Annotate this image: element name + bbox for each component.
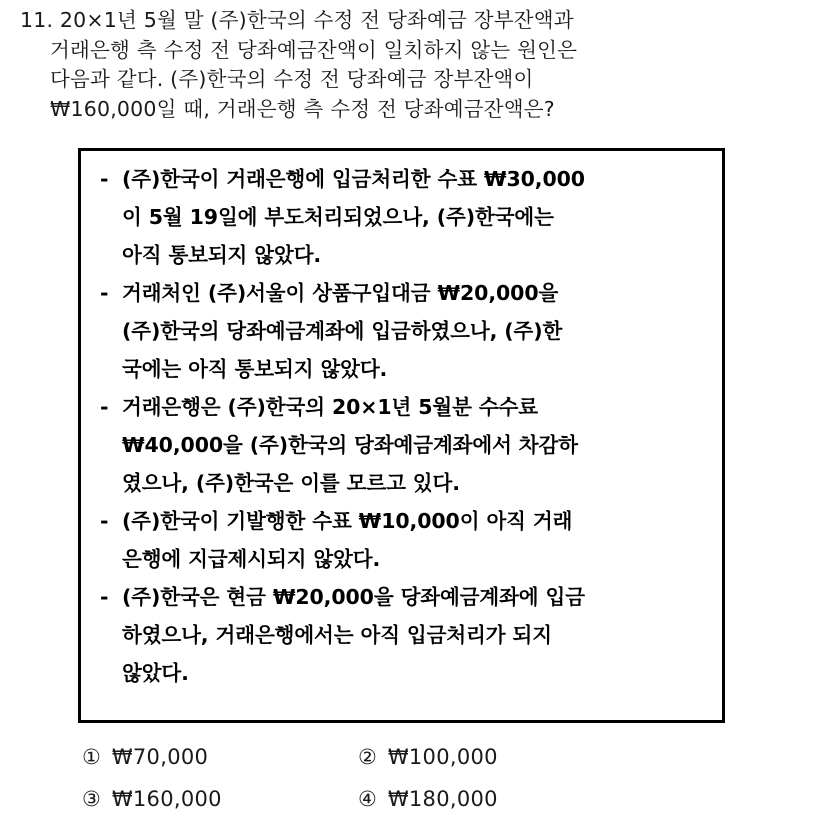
fact-line: 은행에 지급제시되지 않았다. — [122, 547, 381, 571]
question-number: 11. — [20, 8, 54, 32]
fact-line: 였으나, (주)한국은 이를 모르고 있다. — [122, 471, 460, 495]
fact-text: 거래처인 (주)서울이 상품구입대금 ₩20,000을 — [122, 281, 559, 305]
fact-text: (주)한국이 기발행한 수표 ₩10,000이 아직 거래 — [122, 509, 573, 533]
choice-marker-2: ② — [358, 745, 377, 769]
fact-line — [100, 388, 714, 426]
question-stem — [20, 6, 810, 124]
fact-line: 이 5월 19일에 부도처리되었으나, (주)한국에는 — [122, 205, 554, 229]
bullet-dash-icon: - — [100, 395, 109, 419]
fact-line — [100, 160, 714, 198]
choice-marker-1: ① — [82, 745, 101, 769]
fact-line — [100, 578, 714, 616]
list-item — [100, 388, 714, 502]
choice-text-3: ₩160,000 — [111, 787, 222, 811]
answer-choices — [82, 742, 782, 826]
fact-list — [100, 160, 714, 692]
bullet-dash-icon: - — [100, 509, 109, 533]
question-stem-line-4: ₩160,000일 때, 거래은행 측 수정 전 당좌예금잔액은? — [50, 96, 555, 121]
question-stem-text-1: 20×1년 5월 말 (주)한국의 수정 전 당좌예금 장부잔액과 — [59, 8, 574, 32]
fact-line — [100, 502, 714, 540]
choice-text-2: ₩100,000 — [387, 745, 498, 769]
fact-line: 아직 통보되지 않았다. — [122, 243, 322, 267]
fact-line — [100, 274, 714, 312]
question-stem-line-2: 거래은행 측 수정 전 당좌예금잔액이 일치하지 않는 원인은 — [50, 37, 578, 62]
choice-text-4: ₩180,000 — [387, 787, 498, 811]
answer-choice-1[interactable] — [82, 742, 208, 772]
fact-text: (주)한국은 현금 ₩20,000을 당좌예금계좌에 입금 — [122, 585, 585, 609]
bullet-dash-icon: - — [100, 585, 109, 609]
list-item — [100, 502, 714, 578]
choice-row — [82, 742, 782, 784]
bullet-dash-icon: - — [100, 167, 109, 191]
choice-marker-3: ③ — [82, 787, 101, 811]
fact-line: 국에는 아직 통보되지 않았다. — [122, 357, 388, 381]
fact-text: 거래은행은 (주)한국의 20×1년 5월분 수수료 — [122, 395, 538, 419]
answer-choice-2[interactable] — [358, 742, 498, 772]
answer-choice-3[interactable] — [82, 784, 222, 814]
question-stem-line-3: 다음과 같다. (주)한국의 수정 전 당좌예금 장부잔액이 — [50, 67, 534, 91]
fact-line: (주)한국의 당좌예금계좌에 입금하였으나, (주)한 — [122, 319, 563, 343]
choice-text-1: ₩70,000 — [111, 745, 209, 769]
list-item — [100, 160, 714, 274]
fact-box — [78, 148, 725, 723]
bullet-dash-icon: - — [100, 281, 109, 305]
answer-choice-4[interactable] — [358, 784, 498, 814]
list-item — [100, 578, 714, 692]
list-item — [100, 274, 714, 388]
choice-marker-4: ④ — [358, 787, 377, 811]
question-stem-line-1 — [20, 6, 810, 36]
fact-line: 않았다. — [122, 661, 189, 685]
fact-line: ₩40,000을 (주)한국의 당좌예금계좌에서 차감하 — [122, 433, 578, 457]
fact-text: (주)한국이 거래은행에 입금처리한 수표 ₩30,000 — [122, 167, 585, 191]
fact-line: 하였으나, 거래은행에서는 아직 입금처리가 되지 — [122, 623, 552, 647]
